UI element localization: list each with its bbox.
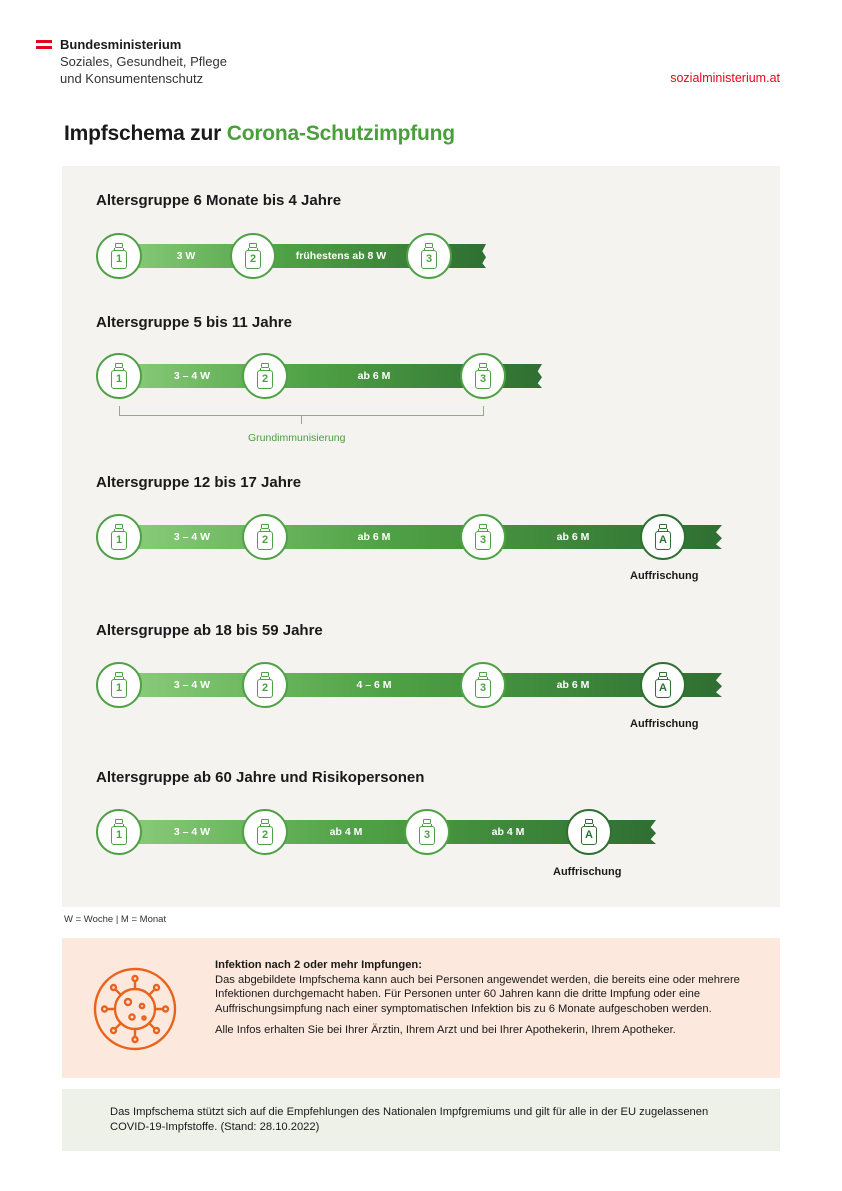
info-text — [215, 958, 755, 1038]
vial-icon: 3 — [421, 243, 437, 269]
source-note-box — [62, 1089, 780, 1151]
dose-marker — [242, 662, 288, 708]
interval-label: ab 4 M — [329, 826, 363, 838]
dose-marker — [230, 233, 276, 279]
page-title — [64, 122, 455, 146]
schedule-panel — [62, 166, 780, 907]
dose-marker — [242, 353, 288, 399]
interval-label: ab 6 M — [556, 531, 590, 543]
website-link[interactable]: sozialministerium.at — [670, 71, 780, 85]
booster-marker — [640, 662, 686, 708]
vial-icon: A — [655, 524, 671, 550]
dose-marker — [96, 353, 142, 399]
dose-marker — [404, 809, 450, 855]
info-body: Das abgebildete Impfschema kann auch bei Personen angewendet werden, die bereits eine oder mehrere Infektionen durchgemacht haben. Für Personen unter 60 Jahren kann die dritte Impfung oder eine Auffrischungsimpfung nach einer symptomatischen Infektion bis zu 6 Monate aufgeschoben werden. — [215, 973, 740, 1015]
infection-info-box — [62, 938, 780, 1078]
group-title: Altersgruppe 5 bis 11 Jahre — [96, 314, 292, 331]
dose-marker — [460, 514, 506, 560]
booster-label: Auffrischung — [553, 866, 622, 878]
ministry-logo — [36, 36, 227, 87]
dose-marker — [96, 809, 142, 855]
booster-label: Auffrischung — [630, 718, 699, 730]
bracket-label: Grundimmunisierung — [248, 432, 346, 444]
vial-icon: 1 — [111, 672, 127, 698]
vial-icon: A — [655, 672, 671, 698]
group-title: Altersgruppe 12 bis 17 Jahre — [96, 474, 302, 491]
abbreviation-legend: W = Woche | M = Monat — [64, 914, 167, 925]
vial-icon: 1 — [111, 243, 127, 269]
interval-label: 4 – 6 M — [356, 679, 392, 691]
dose-marker — [242, 809, 288, 855]
interval-label: ab 6 M — [357, 531, 391, 543]
interval-label: 3 – 4 W — [173, 679, 211, 691]
vial-icon: 3 — [419, 819, 435, 845]
interval-label: 3 W — [176, 250, 196, 262]
group-title: Altersgruppe 6 Monate bis 4 Jahre — [96, 192, 342, 209]
dose-marker — [96, 662, 142, 708]
vial-icon: 2 — [257, 363, 273, 389]
interval-label: ab 4 M — [491, 826, 525, 838]
interval-label: ab 6 M — [357, 370, 391, 382]
group-title: Altersgruppe ab 60 Jahre und Risikopersonen — [96, 769, 425, 786]
vial-icon: 2 — [257, 672, 273, 698]
vial-icon: 1 — [111, 819, 127, 845]
vial-icon: 1 — [111, 524, 127, 550]
source-note: Das Impfschema stützt sich auf die Empfehlungen des Nationalen Impfgremiums und gilt für alle in der EU zugelassenen COVID-19-Impfstoffe. (Stand: 28.10.2022) — [110, 1106, 709, 1133]
interval-label: 3 – 4 W — [173, 370, 211, 382]
vial-icon: 2 — [257, 524, 273, 550]
austria-flag-icon — [36, 40, 52, 50]
dose-marker — [460, 353, 506, 399]
interval-label: ab 6 M — [556, 679, 590, 691]
ministry-subtitle-1: Soziales, Gesundheit, Pflege — [60, 54, 227, 69]
dose-marker — [460, 662, 506, 708]
vial-icon: 3 — [475, 363, 491, 389]
ministry-name: Bundesministerium — [60, 37, 182, 52]
info-heading: Infektion nach 2 oder mehr Impfungen: — [215, 959, 422, 971]
interval-label: 3 – 4 W — [173, 531, 211, 543]
virus-icon — [92, 966, 178, 1052]
vial-icon: 3 — [475, 524, 491, 550]
title-highlight: Corona-Schutzimpfung — [226, 122, 455, 145]
vial-icon: 1 — [111, 363, 127, 389]
booster-label: Auffrischung — [630, 570, 699, 582]
bracket-tick — [301, 416, 302, 424]
interval-label: 3 – 4 W — [173, 826, 211, 838]
info-contact: Alle Infos erhalten Sie bei Ihrer Ärztin, Ihrem Arzt und bei Ihrer Apothekerin, Ihrem Apotheker. — [215, 1024, 676, 1037]
booster-marker — [566, 809, 612, 855]
vial-icon: 3 — [475, 672, 491, 698]
vial-icon: 2 — [245, 243, 261, 269]
dose-marker — [96, 514, 142, 560]
dose-marker — [406, 233, 452, 279]
interval-label: frühestens ab 8 W — [295, 250, 387, 262]
vial-icon: 2 — [257, 819, 273, 845]
vial-icon: A — [581, 819, 597, 845]
booster-marker — [640, 514, 686, 560]
ministry-subtitle-2: und Konsumentenschutz — [60, 71, 204, 86]
dose-marker — [242, 514, 288, 560]
dose-marker — [96, 233, 142, 279]
title-prefix: Impfschema zur — [64, 122, 222, 145]
basic-immunization-bracket — [119, 406, 484, 416]
group-title: Altersgruppe ab 18 bis 59 Jahre — [96, 622, 323, 639]
